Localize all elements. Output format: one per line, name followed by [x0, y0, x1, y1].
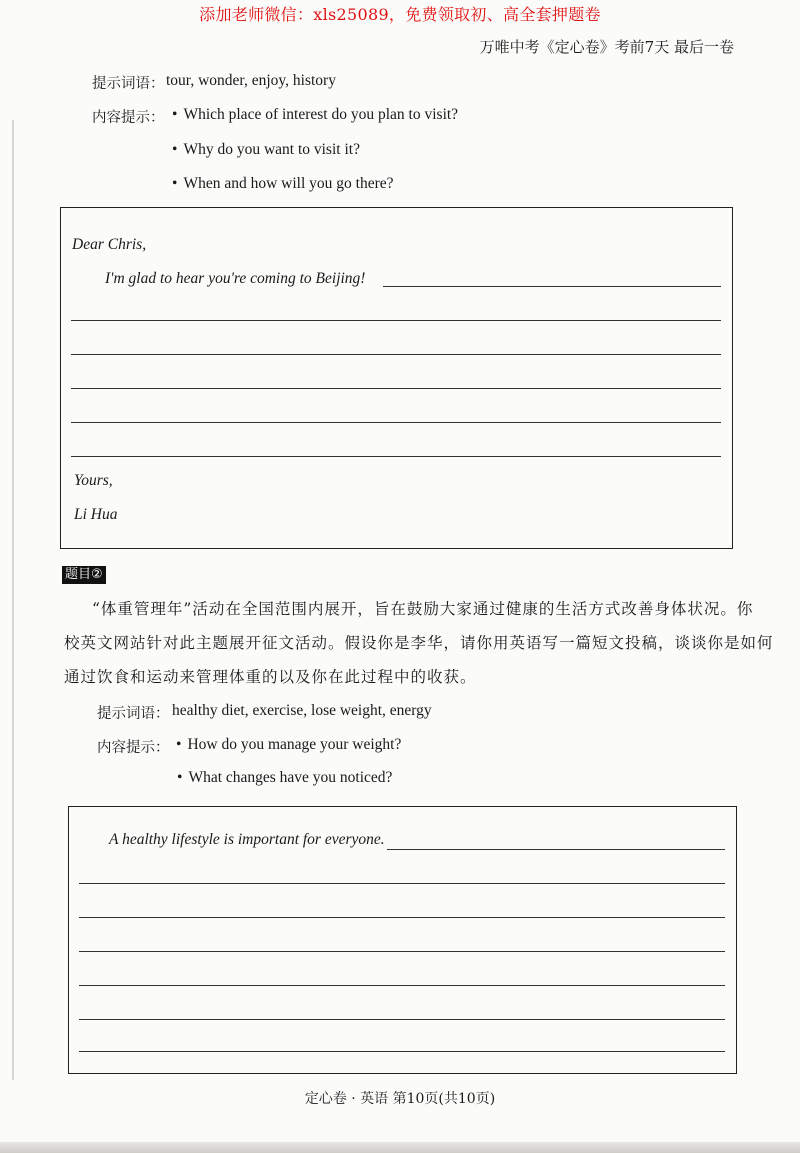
task1-content-hints-label: 内容提示：	[92, 110, 165, 126]
task2-hint-1: • How do you manage your weight?	[176, 736, 401, 754]
task2-opening-sentence: A healthy lifestyle is important for everyone.	[109, 831, 385, 848]
task1-answer-line[interactable]	[71, 422, 721, 423]
task1-writing-box[interactable]	[60, 207, 733, 549]
task1-hint-2: • Why do you want to visit it?	[172, 141, 360, 159]
task1-hint-3: • When and how will you go there?	[172, 175, 394, 193]
task2-answer-line[interactable]	[387, 849, 725, 850]
page-footer: 定心卷 · 英语 第10页(共10页)	[304, 1091, 496, 1107]
watermark-text: 添加老师微信：xls25089，免费领取初、高全套押题卷	[199, 5, 601, 24]
task2-hint-2: • What changes have you noticed?	[177, 769, 392, 787]
question-2-badge: 题目②	[62, 566, 106, 584]
task2-prompt-words-label: 提示词语：	[97, 706, 170, 722]
task1-prompt-words-label: 提示词语：	[92, 76, 165, 92]
task1-signature: Li Hua	[74, 506, 118, 523]
task1-closing: Yours,	[74, 472, 113, 489]
task1-answer-line[interactable]	[71, 388, 721, 389]
task1-answer-line[interactable]	[383, 286, 721, 287]
running-head: 万唯中考《定心卷》考前7天 最后一卷	[479, 38, 734, 56]
scan-edge-shadow	[12, 120, 14, 1080]
task1-opening-sentence: I'm glad to hear you're coming to Beijing!	[105, 270, 366, 287]
task1-salutation: Dear Chris,	[72, 236, 147, 253]
task2-answer-line[interactable]	[79, 917, 725, 918]
task1-prompt-words: tour, wonder, enjoy, history	[166, 72, 336, 89]
task2-answer-line[interactable]	[79, 883, 725, 884]
task1-hint-1: • Which place of interest do you plan to visit?	[172, 106, 458, 124]
task2-answer-line[interactable]	[79, 1019, 725, 1020]
task1-answer-line[interactable]	[71, 354, 721, 355]
task2-answer-line[interactable]	[79, 951, 725, 952]
scan-bottom-edge	[0, 1142, 800, 1153]
task2-answer-line[interactable]	[79, 985, 725, 986]
task2-paragraph-line-1: “体重管理年”活动在全国范围内展开，旨在鼓励大家通过健康的生活方式改善身体状况。你	[92, 600, 754, 618]
task2-answer-line[interactable]	[79, 1051, 725, 1052]
task2-writing-box[interactable]	[68, 806, 737, 1074]
task2-paragraph-line-3: 通过饮食和运动来管理体重的以及你在此过程中的收获。	[64, 668, 477, 686]
task2-paragraph-line-2: 校英文网站针对此主题展开征文活动。假设你是李华，请你用英语写一篇短文投稿，谈谈你是如何	[64, 634, 774, 652]
task1-answer-line[interactable]	[71, 456, 721, 457]
task2-prompt-words: healthy diet, exercise, lose weight, energy	[172, 702, 432, 719]
task1-answer-line[interactable]	[71, 320, 721, 321]
task2-content-hints-label: 内容提示：	[97, 740, 170, 756]
